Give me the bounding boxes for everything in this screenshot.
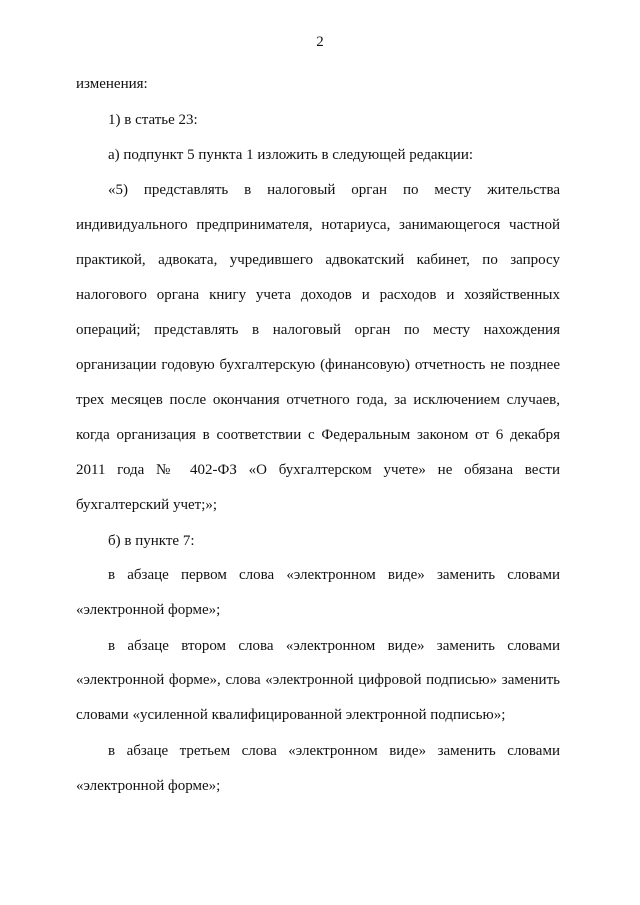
- text-line: в абзаце втором слова «электронном виде» заменить словами: [108, 638, 560, 654]
- text-line: налогового органа книгу учета доходов и расходов и хозяйственных: [76, 287, 560, 303]
- text-line: «5) представлять в налоговый орган по месту жительства: [108, 182, 560, 198]
- text-line: 2011 года № 402-ФЗ «О бухгалтерском учете» не обязана вести: [76, 462, 560, 478]
- text-line: а) подпункт 5 пункта 1 изложить в следующей редакции:: [108, 147, 474, 163]
- text-line: «электронной форме»;: [76, 602, 221, 618]
- text-line: 1) в статье 23:: [108, 112, 198, 128]
- text-line: изменения:: [76, 76, 148, 92]
- text-line: когда организация в соответствии с Федеральным законом от 6 декабря: [76, 427, 560, 443]
- text-line: словами «усиленной квалифицированной электронной подписью»;: [76, 707, 506, 723]
- text-line: трех месяцев после окончания отчетного года, за исключением случаев,: [76, 392, 560, 408]
- text-line: «электронной форме», слова «электронной цифровой подписью» заменить: [76, 672, 560, 688]
- page-number: 2: [316, 34, 324, 50]
- text-line: индивидуального предпринимателя, нотариуса, занимающегося частной: [76, 217, 560, 233]
- text-line: бухгалтерский учет;»;: [76, 497, 218, 513]
- text-line: «электронной форме»;: [76, 778, 221, 794]
- text-line: операций; представлять в налоговый орган по месту нахождения: [76, 322, 560, 338]
- text-line: б) в пункте 7:: [108, 533, 195, 549]
- text-line: организации годовую бухгалтерскую (финансовую) отчетность не позднее: [76, 357, 560, 373]
- text-line: в абзаце третьем слова «электронном виде» заменить словами: [108, 743, 560, 759]
- text-line: практикой, адвоката, учредившего адвокатский кабинет, по запросу: [76, 252, 560, 268]
- text-line: в абзаце первом слова «электронном виде» заменить словами: [108, 567, 560, 583]
